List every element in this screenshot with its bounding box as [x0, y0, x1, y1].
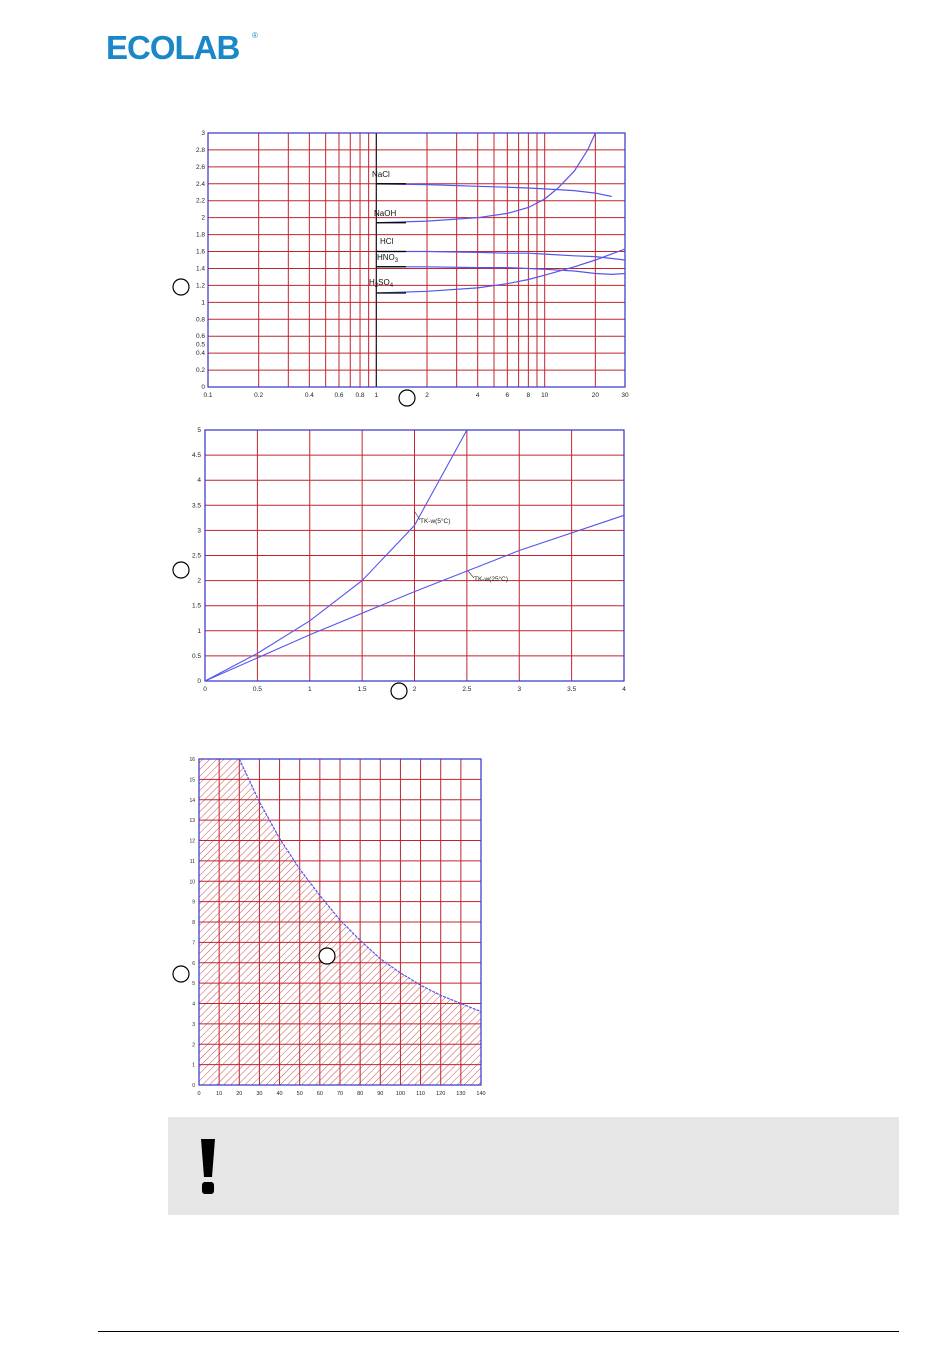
x-tick-label: 8 [526, 392, 531, 399]
y-tick-label: 2.6 [195, 163, 205, 171]
callout-marker [391, 683, 407, 699]
series-label-hno3: $HNO_3$ [377, 253, 399, 264]
x-tick-label: 40 [276, 1091, 283, 1097]
x-tick-label: 0.6 [334, 392, 344, 399]
series-line-hno3 [376, 267, 625, 275]
x-tick-label: 0.2 [254, 392, 264, 399]
callout-marker [173, 966, 189, 982]
x-tick-label: 0.8 [355, 392, 365, 399]
x-tick-label: 6 [505, 392, 510, 399]
footer-rule [98, 1331, 899, 1332]
exclamation-icon [196, 1137, 220, 1195]
x-tick-label: 20 [591, 392, 599, 399]
y-tick-label: 5 [197, 427, 201, 434]
y-tick-label: 3.5 [191, 502, 201, 510]
x-tick-label: 50 [296, 1091, 303, 1097]
x-tick-label: 3 [517, 686, 522, 693]
x-tick-label: 0.1 [203, 392, 213, 399]
series-line-naoh [376, 133, 595, 223]
series-label-nacl: NaCl [372, 170, 390, 179]
y-tick-label: 0 [201, 384, 205, 391]
callout-circle [391, 683, 407, 699]
series-line-h2so4 [376, 249, 625, 293]
x-tick-label: 0 [197, 1091, 201, 1097]
x-tick-label: 30 [621, 392, 629, 399]
y-tick-label: 1.4 [195, 265, 205, 273]
y-tick-label: 1 [192, 1062, 195, 1069]
y-tick-label: 12 [189, 838, 195, 845]
x-tick-label: 120 [436, 1091, 446, 1097]
series-label-h2so4: $H_2SO_4$ [369, 278, 394, 289]
y-tick-label: 4 [192, 1001, 195, 1008]
y-tick-label: 1.6 [195, 248, 205, 256]
y-tick-label: 6 [192, 960, 195, 967]
x-tick-label: 70 [336, 1091, 344, 1097]
x-tick-label: 1.5 [357, 686, 367, 693]
logo-text: ECOLAB [106, 29, 240, 64]
series-label-5c: TK-w(5°C) [420, 518, 451, 525]
x-tick-label: 20 [236, 1091, 243, 1097]
series-line-hcl [376, 252, 625, 261]
callout-circle [173, 966, 189, 982]
x-tick-label: 4 [475, 392, 480, 399]
y-tick-label: 1.8 [195, 231, 205, 239]
logo-registered-mark: ® [252, 31, 258, 40]
x-tick-label: 0 [203, 686, 207, 693]
x-tick-label: 10 [541, 392, 549, 399]
y-tick-label: 2.4 [195, 180, 205, 188]
x-tick-label: 30 [256, 1091, 263, 1097]
y-tick-label: 3 [192, 1021, 195, 1028]
x-tick-label: 130 [456, 1091, 466, 1097]
callout-circle [173, 562, 189, 578]
x-tick-label: 1 [307, 686, 312, 693]
y-tick-label: 0.4 [195, 350, 205, 358]
callout-circle [319, 948, 335, 964]
x-tick-label: 110 [416, 1091, 425, 1097]
callout-circle [399, 390, 415, 406]
x-tick-label: 4 [622, 686, 626, 693]
y-tick-label: 2 [192, 1042, 195, 1049]
series-label-hcl: HCl [380, 237, 394, 246]
x-tick-label: 0.4 [304, 392, 314, 399]
y-tick-label: 1 [201, 299, 205, 307]
y-tick-label: 8 [192, 920, 195, 926]
y-tick-label: 13 [189, 818, 195, 825]
y-tick-label: 0.2 [195, 367, 205, 375]
y-tick-label: 3 [197, 527, 201, 535]
callout-circle [173, 279, 189, 295]
y-tick-label: 14 [189, 797, 195, 804]
callout-marker [173, 279, 189, 295]
chart-temperature-compensation [192, 427, 626, 693]
x-tick-label: 2 [425, 392, 429, 399]
x-tick-label: 80 [357, 1091, 364, 1097]
callout-marker [319, 948, 335, 964]
x-tick-label: 10 [216, 1091, 223, 1097]
y-tick-label: 1.5 [191, 602, 201, 610]
y-tick-label: 0.6 [195, 333, 205, 341]
y-tick-label: 2 [197, 577, 201, 585]
chart-conductivity-factor-log [196, 130, 629, 399]
callout-marker [173, 562, 189, 578]
y-tick-label: 2.8 [195, 146, 205, 154]
y-tick-label: 0.5 [191, 652, 201, 660]
important-note-box [168, 1117, 899, 1215]
y-tick-label: 15 [189, 777, 195, 784]
x-tick-label: 100 [395, 1091, 406, 1097]
y-tick-label: 3 [201, 130, 205, 137]
y-tick-label: 1.2 [195, 282, 205, 290]
y-tick-label: 10 [189, 879, 195, 886]
x-tick-label: 140 [476, 1091, 486, 1097]
x-tick-label: 3.5 [567, 686, 577, 693]
y-tick-label: 0.8 [195, 316, 205, 324]
x-tick-label: 2.5 [462, 686, 472, 693]
series-label-25c: TK-w(25°C) [474, 576, 509, 583]
y-tick-label: 0.5 [195, 341, 205, 349]
y-tick-label: 0 [197, 678, 201, 685]
x-tick-label: 0.5 [252, 686, 262, 693]
plot-frame [208, 133, 625, 387]
x-tick-label: 2 [412, 686, 417, 693]
y-tick-label: 4.5 [191, 452, 201, 460]
y-tick-label: 2.5 [191, 552, 201, 560]
y-tick-label: 16 [189, 757, 195, 763]
callout-marker [399, 390, 415, 406]
y-tick-label: 2.2 [195, 197, 205, 205]
y-tick-label: 9 [192, 899, 195, 906]
y-tick-label: 7 [192, 940, 195, 947]
series-label-naoh: NaOH [374, 209, 397, 218]
y-tick-label: 11 [189, 858, 195, 865]
x-tick-label: 1 [374, 392, 379, 399]
y-tick-label: 0 [192, 1083, 195, 1089]
chart-operating-limit-area [189, 757, 485, 1097]
y-tick-label: 4 [197, 477, 201, 485]
x-tick-label: 90 [377, 1091, 384, 1097]
x-tick-label: 60 [316, 1091, 323, 1097]
y-tick-label: 2 [201, 214, 205, 222]
y-tick-label: 1 [197, 627, 201, 635]
y-tick-label: 5 [192, 981, 195, 988]
